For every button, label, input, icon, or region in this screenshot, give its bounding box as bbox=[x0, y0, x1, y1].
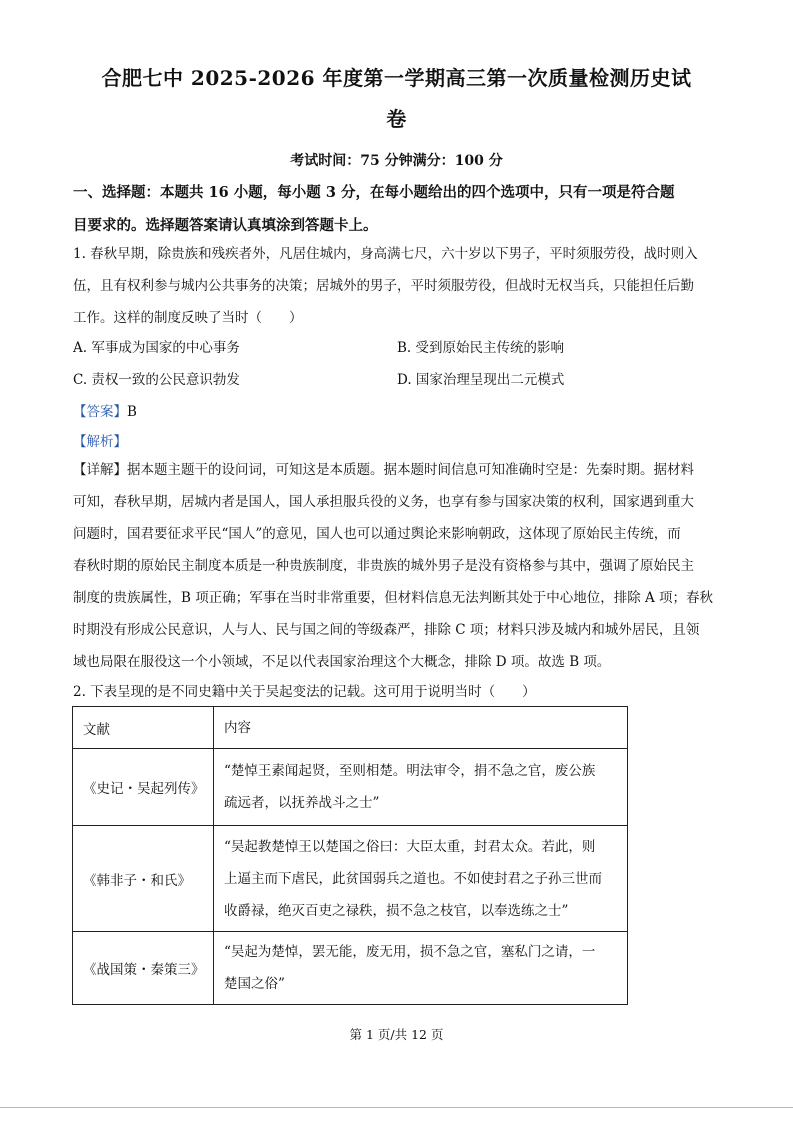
table-row bbox=[73, 932, 628, 1005]
detail-label: 【详解】 bbox=[73, 462, 127, 478]
analysis-label: 【解析】 bbox=[73, 434, 127, 450]
content-line: “吴起为楚悼，罢无能，废无用，损不急之官，塞私门之请，一 bbox=[224, 944, 596, 960]
answer-value: B bbox=[127, 404, 137, 420]
answer-line bbox=[73, 400, 137, 420]
detail-line: 问题时，国君要征求平民“国人”的意见，国人也可以通过舆论来影响朝政，这体现了原始民主传统，而 bbox=[73, 526, 681, 542]
option-c: C. 责权一致的公民意识勃发 bbox=[73, 372, 240, 388]
exam-time-info: 考试时间：75 分钟满分：100 分 bbox=[290, 153, 503, 169]
section-heading bbox=[73, 176, 723, 242]
table-row bbox=[73, 749, 628, 826]
table-cell-content bbox=[214, 932, 628, 1005]
table-cell-source: 《韩非子・和氏》 bbox=[73, 826, 214, 932]
exam-title-line1: 合肥七中 2025-2026 年度第一学期高三第一次质量检测历史试 bbox=[101, 66, 692, 90]
table-row bbox=[73, 826, 628, 932]
exam-title-line2: 卷 bbox=[386, 107, 407, 131]
section-heading-line: 目要求的。选择题答案请认真填涂到答题卡上。 bbox=[73, 217, 378, 234]
question-1-stem bbox=[73, 238, 723, 334]
detail-line: 制度的贵族属性，B 项正确；军事在当时非常重要，但材料信息无法判断其处于中心地位，排除 A 项；春秋 bbox=[73, 590, 714, 606]
content-line: 上逼主而下虐民，此贫国弱兵之道也。不如使封君之子孙三世而 bbox=[224, 870, 602, 887]
question-1-detail bbox=[73, 454, 723, 678]
option-a: A. 军事成为国家的中心事务 bbox=[73, 340, 240, 356]
detail-line: 域也局限在服役这一个小领域，不足以代表国家治理这个大概念，排除 D 项。故选 B 项。 bbox=[73, 654, 611, 670]
table-cell-content bbox=[214, 749, 628, 826]
content-line: 收爵禄，绝灭百吏之禄秩，损不急之枝官，以奉选练之士” bbox=[224, 902, 569, 919]
section-heading-line: 一、选择题：本题共 16 小题，每小题 3 分，在每小题给出的四个选项中，只有一项是符合题 bbox=[73, 184, 675, 201]
detail-line bbox=[73, 454, 723, 486]
stem-line: 伍，且有权利参与城内公共事务的决策；居城外的男子，平时须服劳役，但战时无权当兵，只能担任后勤 bbox=[73, 278, 694, 294]
content-line: 疏远者，以抚养战斗之士” bbox=[224, 795, 380, 811]
option-d: D. 国家治理呈现出二元模式 bbox=[397, 372, 565, 388]
question-2-stem: 2. 下表呈现的是不同史籍中关于吴起变法的记载。这可用于说明当时（ ） bbox=[73, 684, 536, 700]
content-line: “楚悼王素闻起贤，至则相楚。明法审令，捐不急之官，废公族 bbox=[224, 763, 596, 779]
detail-line: 时期没有形成公民意识，人与人、民与国之间的等级森严，排除 C 项；材料只涉及城内和城外居民，且领 bbox=[73, 622, 700, 638]
content-line: “吴起教楚悼王以楚国之俗曰：大臣太重，封君太众。若此，则 bbox=[224, 838, 596, 855]
table-header-source: 文献 bbox=[73, 707, 214, 749]
content-line: 楚国之俗” bbox=[224, 976, 285, 992]
detail-line: 可知，春秋早期，居城内者是国人，国人承担服兵役的义务，也享有参与国家决策的权利，国家遇到重大 bbox=[73, 494, 694, 510]
detail-line: 春秋时期的原始民主制度本质是一种贵族制度，非贵族的城外男子是没有资格参与其中，强调了原始民主 bbox=[73, 558, 694, 574]
table-header-row bbox=[73, 707, 628, 749]
records-table bbox=[72, 706, 628, 1005]
stem-line: 工作。这样的制度反映了当时（ ） bbox=[73, 310, 303, 326]
table-cell-source: 《战国策・秦策三》 bbox=[73, 932, 214, 1005]
table-cell-source: 《史记・吴起列传》 bbox=[73, 749, 214, 826]
table-header-content: 内容 bbox=[214, 707, 628, 749]
answer-label: 【答案】 bbox=[73, 404, 127, 420]
page-bottom-divider bbox=[0, 1107, 793, 1108]
option-b: B. 受到原始民主传统的影响 bbox=[397, 340, 565, 356]
stem-line: 1. 春秋早期，除贵族和残疾者外，凡居住城内，身高满七尺，六十岁以下男子，平时须服劳役，战时则入 bbox=[73, 246, 698, 262]
table-cell-content bbox=[214, 826, 628, 932]
page-footer: 第 1 页/共 12 页 bbox=[349, 1027, 444, 1042]
detail-text: 据本题主题干的设问词，可知这是本质题。据本题时间信息可知准确时空是：先秦时期。据材料 bbox=[127, 462, 694, 478]
